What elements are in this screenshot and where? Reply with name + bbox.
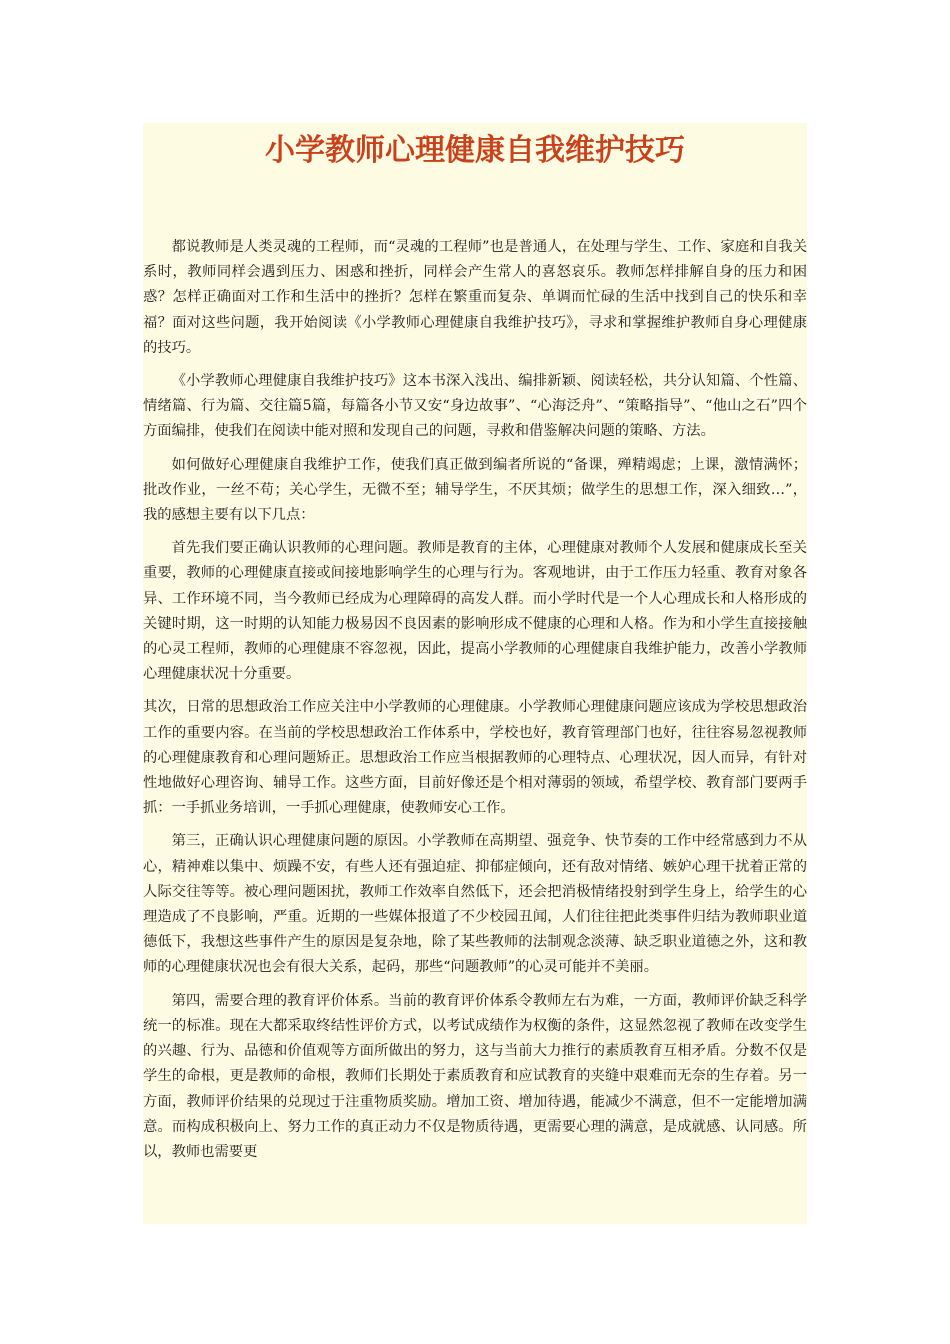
document-title: 小学教师心理健康自我维护技巧 [265,133,685,168]
paragraph-book-overview: 《小学教师心理健康自我维护技巧》这本书深入浅出、编排新颖、阅读轻松，共分认知篇、个性篇、情绪篇、行为篇、交往篇5篇，每篇各小节又安“身边故事”、“心海泛舟”、“策略指导”、“他山之石”四个方面编排，使我们在阅读中能对照和发现自己的问题，寻救和借鉴解决问题的策略、方法。 [143,373,807,440]
paragraph-first-point: 首先我们要正确认识教师的心理问题。教师是教育的主体，心理健康对教师个人发展和健康成长至关重要，教师的心理健康直接或间接地影响学生的心理与行为。客观地讲，由于工作压力轻重、教育对象各异、工作环境不同，当今教师已经成为心理障碍的高发人群。而小学时代是一个人心理成长和人格形成的关键时期，这一时期的认知能力极易因不良因素的影响形成不健康的心理和人格。作为和小学生直接接触的心灵工程师，教师的心理健康不容忽视，因此，提高小学教师的心理健康自我维护能力，改善小学教师心理健康状况十分重要。 [143,540,807,683]
paragraph-how-to: 如何做好心理健康自我维护工作，使我们真正做到编者所说的“备课，殚精竭虑；上课，激情满怀；批改作业，一丝不苟；关心学生，无微不至；辅导学生，不厌其烦；做学生的思想工作，深入细致…”，我的感想主要有以下几点： [143,456,807,524]
paragraph-fourth-point: 第四，需要合理的教育评价体系。当前的教育评价体系令教师左右为难，一方面，教师评价缺乏科学统一的标准。现在大都采取终结性评价方式，以考试成绩作为权衡的条件，这显然忽视了教师在改变学生的兴趣、行为、品德和价值观等方面所做出的努力，这与当前大力推行的素质教育互相矛盾。分数不仅是学生的命根，更是教师的命根，教师们长期处于素质教育和应试教育的夹缝中艰难而无奈的生存着。另一方面，教师评价结果的兑现过于注重物质奖励。增加工资、增加待遇，能减少不满意，但不一定能增加满意。而构成积极向上、努力工作的真正动力不仅是物质待遇，更需要心理的满意，是成就感、认同感。所以，教师也需要更 [143,992,807,1160]
paragraph-intro: 都说教师是人类灵魂的工程师，而“灵魂的工程师”也是普通人，在处理与学生、工作、家庭和自我关系时，教师同样会遇到压力、困惑和挫折，同样会产生常人的喜怒哀乐。教师怎样排解自身的压力和困惑？怎样正确面对工作和生活中的挫折？怎样在繁重而复杂、单调而忙碌的生活中找到自己的快乐和幸福？面对这些问题，我开始阅读《小学教师心理健康自我维护技巧》，寻求和掌握维护教师自身心理健康的技巧。 [143,239,807,356]
paragraph-second-point: 其次，日常的思想政治工作应关注中小学教师的心理健康。小学教师心理健康问题应该成为学校思想政治工作的重要内容。在当前的学校思想政治工作体系中，学校也好，教育管理部门也好，往往容易忽视教师的心理健康教育和心理问题矫正。思想政治工作应当根据教师的心理特点、心理状况，因人而异，有针对性地做好心理咨询、辅导工作。这些方面，目前好像还是个相对薄弱的领域，希望学校、教育部门要两手抓：一手抓业务培训，一手抓心理健康，使教师安心工作。 [143,699,807,817]
document-body [143,235,807,1173]
paragraph-third-point: 第三，正确认识心理健康问题的原因。小学教师在高期望、强竞争、快节奏的工作中经常感到力不从心，精神难以集中、烦躁不安，有些人还有强迫症、抑郁症倾向，还有敌对情绪、嫉妒心理干扰着正常的人际交往等等。被心理问题困扰，教师工作效率自然低下，还会把消极情绪投射到学生身上，给学生的心理造成了不良影响，严重。近期的一些媒体报道了不少校园丑闻，人们往往把此类事件归结为教师职业道德低下，我想这些事件产生的原因是复杂地，除了某些教师的法制观念淡薄、缺乏职业道德之外，这和教师的心理健康状况也会有很大关系，起码，那些“问题教师”的心灵可能并不美丽。 [143,833,807,976]
